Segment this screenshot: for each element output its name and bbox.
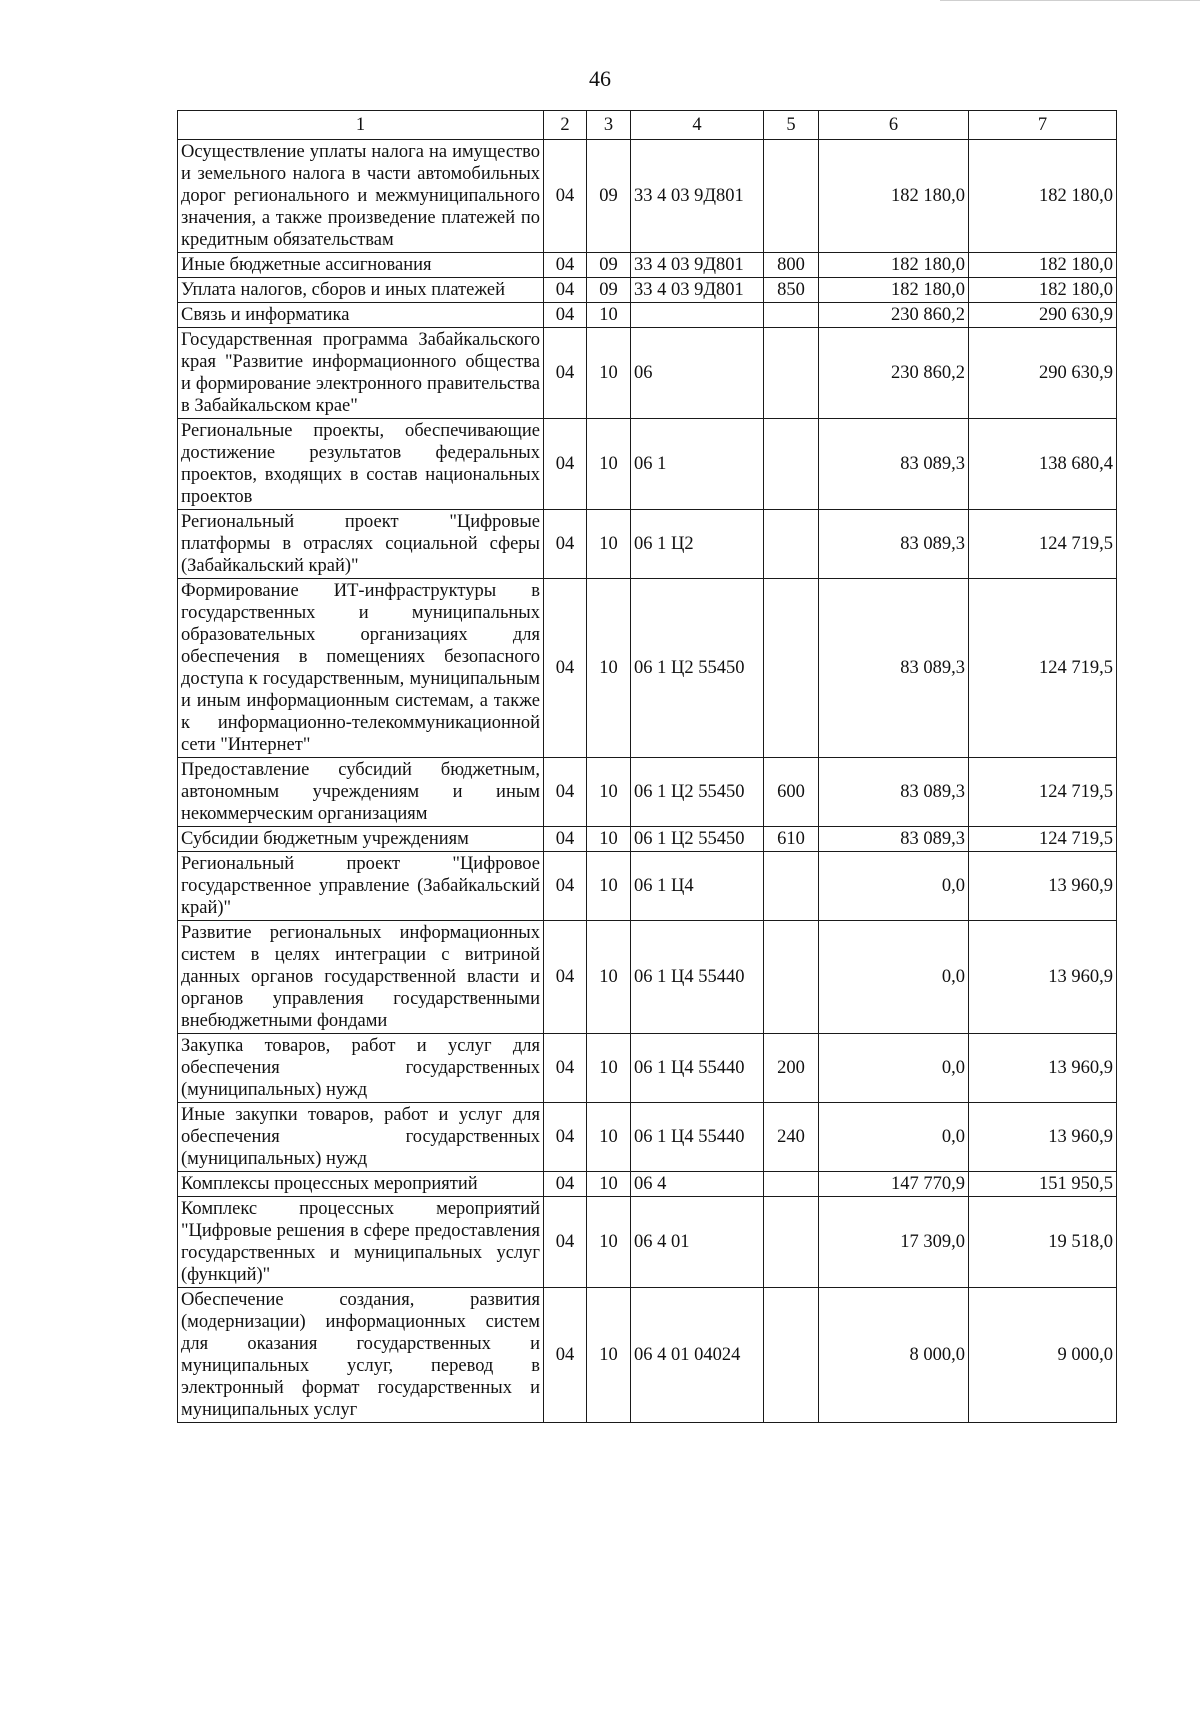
row-name: Предоставление субсидий бюджетным, автономным учреждениям и иным некоммерческим организациям [178, 758, 544, 827]
row-sum-col6: 0,0 [819, 1103, 969, 1172]
row-section: 04 [544, 852, 587, 921]
column-header: 7 [969, 111, 1117, 140]
row-expense-type: 850 [764, 278, 819, 303]
row-target-article: 06 1 Ц4 55440 [631, 921, 764, 1034]
row-sum-col6: 182 180,0 [819, 140, 969, 253]
row-name: Региональный проект "Цифровое государственное управление (Забайкальский край)" [178, 852, 544, 921]
row-sum-col7: 124 719,5 [969, 579, 1117, 758]
row-subsection: 10 [587, 827, 631, 852]
row-sum-col7: 182 180,0 [969, 140, 1117, 253]
row-subsection: 09 [587, 140, 631, 253]
row-sum-col7: 13 960,9 [969, 1034, 1117, 1103]
row-expense-type [764, 419, 819, 510]
row-sum-col7: 124 719,5 [969, 758, 1117, 827]
row-section: 04 [544, 510, 587, 579]
row-sum-col7: 124 719,5 [969, 510, 1117, 579]
row-expense-type [764, 579, 819, 758]
column-header: 3 [587, 111, 631, 140]
row-section: 04 [544, 758, 587, 827]
column-header: 1 [178, 111, 544, 140]
table-row [178, 1103, 1117, 1172]
row-subsection: 09 [587, 278, 631, 303]
row-target-article: 06 1 [631, 419, 764, 510]
row-sum-col6: 83 089,3 [819, 579, 969, 758]
row-subsection: 10 [587, 852, 631, 921]
row-expense-type [764, 140, 819, 253]
row-sum-col7: 9 000,0 [969, 1288, 1117, 1423]
column-header: 2 [544, 111, 587, 140]
row-sum-col6: 182 180,0 [819, 253, 969, 278]
row-expense-type [764, 303, 819, 328]
row-expense-type: 800 [764, 253, 819, 278]
column-header: 5 [764, 111, 819, 140]
row-name: Иные бюджетные ассигнования [178, 253, 544, 278]
row-section: 04 [544, 921, 587, 1034]
row-section: 04 [544, 1172, 587, 1197]
row-name: Региональные проекты, обеспечивающие достижение результатов федеральных проектов, входящих в состав национальных проектов [178, 419, 544, 510]
row-section: 04 [544, 1288, 587, 1423]
row-section: 04 [544, 1197, 587, 1288]
row-name: Региональный проект "Цифровые платформы в отраслях социальной сферы (Забайкальский край)" [178, 510, 544, 579]
row-expense-type [764, 510, 819, 579]
row-expense-type [764, 1288, 819, 1423]
page-number: 46 [589, 66, 611, 91]
row-target-article: 06 1 Ц2 [631, 510, 764, 579]
row-target-article: 06 [631, 328, 764, 419]
row-section: 04 [544, 827, 587, 852]
row-expense-type [764, 1197, 819, 1288]
row-name: Комплекс процессных мероприятий "Цифровые решения в сфере предоставления государственных и муниципальных услуг (функций)" [178, 1197, 544, 1288]
table-row [178, 328, 1117, 419]
row-sum-col7: 13 960,9 [969, 1103, 1117, 1172]
table-row [178, 1288, 1117, 1423]
row-subsection: 10 [587, 921, 631, 1034]
row-sum-col7: 151 950,5 [969, 1172, 1117, 1197]
row-sum-col6: 147 770,9 [819, 1172, 969, 1197]
row-expense-type [764, 852, 819, 921]
table-row [178, 278, 1117, 303]
row-sum-col6: 83 089,3 [819, 419, 969, 510]
row-name: Связь и информатика [178, 303, 544, 328]
row-target-article: 06 4 01 [631, 1197, 764, 1288]
row-expense-type [764, 1172, 819, 1197]
row-target-article: 33 4 03 9Д801 [631, 253, 764, 278]
table-row [178, 510, 1117, 579]
row-subsection: 10 [587, 1288, 631, 1423]
row-expense-type [764, 328, 819, 419]
table-header-row [178, 111, 1117, 140]
row-target-article: 33 4 03 9Д801 [631, 278, 764, 303]
row-expense-type [764, 921, 819, 1034]
row-section: 04 [544, 419, 587, 510]
row-name: Формирование ИТ-инфраструктуры в государственных и муниципальных образовательных организациях для обеспечения в помещениях безопасного доступа к государственным, муниципальным и иным информационным системам, а также к информационно-телекоммуникационной сети "Интернет" [178, 579, 544, 758]
row-name: Осуществление уплаты налога на имущество и земельного налога в части автомобильных дорог регионального и межмуниципального значения, а также произведение платежей по кредитным обязательствам [178, 140, 544, 253]
row-target-article: 06 4 [631, 1172, 764, 1197]
row-section: 04 [544, 579, 587, 758]
table-row [178, 140, 1117, 253]
row-name: Иные закупки товаров, работ и услуг для обеспечения государственных (муниципальных) нужд [178, 1103, 544, 1172]
row-sum-col6: 8 000,0 [819, 1288, 969, 1423]
row-subsection: 10 [587, 419, 631, 510]
row-section: 04 [544, 278, 587, 303]
row-name: Государственная программа Забайкальского края "Развитие информационного общества и формирование электронного правительства в Забайкальском крае" [178, 328, 544, 419]
row-sum-col7: 13 960,9 [969, 852, 1117, 921]
table-row [178, 419, 1117, 510]
row-name: Комплексы процессных мероприятий [178, 1172, 544, 1197]
row-expense-type: 600 [764, 758, 819, 827]
row-name: Закупка товаров, работ и услуг для обеспечения государственных (муниципальных) нужд [178, 1034, 544, 1103]
row-section: 04 [544, 1034, 587, 1103]
row-subsection: 10 [587, 579, 631, 758]
row-sum-col7: 290 630,9 [969, 328, 1117, 419]
row-target-article: 06 1 Ц2 55450 [631, 579, 764, 758]
row-name: Развитие региональных информационных систем в целях интеграции с витриной данных органов государственной власти и органов управления государственными внебюджетными фондами [178, 921, 544, 1034]
row-target-article: 06 4 01 04024 [631, 1288, 764, 1423]
table-row [178, 253, 1117, 278]
row-sum-col6: 17 309,0 [819, 1197, 969, 1288]
row-sum-col6: 0,0 [819, 1034, 969, 1103]
row-target-article: 06 1 Ц4 [631, 852, 764, 921]
row-sum-col6: 182 180,0 [819, 278, 969, 303]
row-sum-col7: 182 180,0 [969, 253, 1117, 278]
table-row [178, 1197, 1117, 1288]
row-sum-col7: 124 719,5 [969, 827, 1117, 852]
row-expense-type: 200 [764, 1034, 819, 1103]
table-row [178, 1172, 1117, 1197]
page-edge-line [940, 0, 1200, 1]
row-expense-type: 610 [764, 827, 819, 852]
row-sum-col6: 0,0 [819, 852, 969, 921]
row-section: 04 [544, 303, 587, 328]
table-row [178, 303, 1117, 328]
row-target-article: 33 4 03 9Д801 [631, 140, 764, 253]
row-sum-col6: 83 089,3 [819, 510, 969, 579]
row-sum-col6: 0,0 [819, 921, 969, 1034]
row-name: Субсидии бюджетным учреждениям [178, 827, 544, 852]
row-subsection: 10 [587, 510, 631, 579]
row-target-article [631, 303, 764, 328]
table-row [178, 1034, 1117, 1103]
row-sum-col7: 19 518,0 [969, 1197, 1117, 1288]
table-row [178, 758, 1117, 827]
row-target-article: 06 1 Ц4 55440 [631, 1103, 764, 1172]
row-target-article: 06 1 Ц2 55450 [631, 827, 764, 852]
table-row [178, 921, 1117, 1034]
column-header: 6 [819, 111, 969, 140]
column-header: 4 [631, 111, 764, 140]
row-section: 04 [544, 140, 587, 253]
row-section: 04 [544, 253, 587, 278]
row-sum-col7: 182 180,0 [969, 278, 1117, 303]
row-target-article: 06 1 Ц2 55450 [631, 758, 764, 827]
row-sum-col6: 83 089,3 [819, 827, 969, 852]
table-row [178, 852, 1117, 921]
row-name: Обеспечение создания, развития (модернизации) информационных систем для оказания государственных и муниципальных услуг, перевод в электронный формат государственных и муниципальных услуг [178, 1288, 544, 1423]
row-name: Уплата налогов, сборов и иных платежей [178, 278, 544, 303]
row-subsection: 09 [587, 253, 631, 278]
row-subsection: 10 [587, 1172, 631, 1197]
row-subsection: 10 [587, 1103, 631, 1172]
row-sum-col7: 13 960,9 [969, 921, 1117, 1034]
budget-table [177, 110, 1117, 1423]
table-row [178, 827, 1117, 852]
row-target-article: 06 1 Ц4 55440 [631, 1034, 764, 1103]
row-subsection: 10 [587, 328, 631, 419]
row-section: 04 [544, 328, 587, 419]
row-subsection: 10 [587, 303, 631, 328]
row-sum-col6: 83 089,3 [819, 758, 969, 827]
row-sum-col7: 290 630,9 [969, 303, 1117, 328]
table-row [178, 579, 1117, 758]
row-sum-col6: 230 860,2 [819, 328, 969, 419]
row-sum-col7: 138 680,4 [969, 419, 1117, 510]
row-subsection: 10 [587, 758, 631, 827]
row-sum-col6: 230 860,2 [819, 303, 969, 328]
row-section: 04 [544, 1103, 587, 1172]
row-expense-type: 240 [764, 1103, 819, 1172]
row-subsection: 10 [587, 1197, 631, 1288]
row-subsection: 10 [587, 1034, 631, 1103]
